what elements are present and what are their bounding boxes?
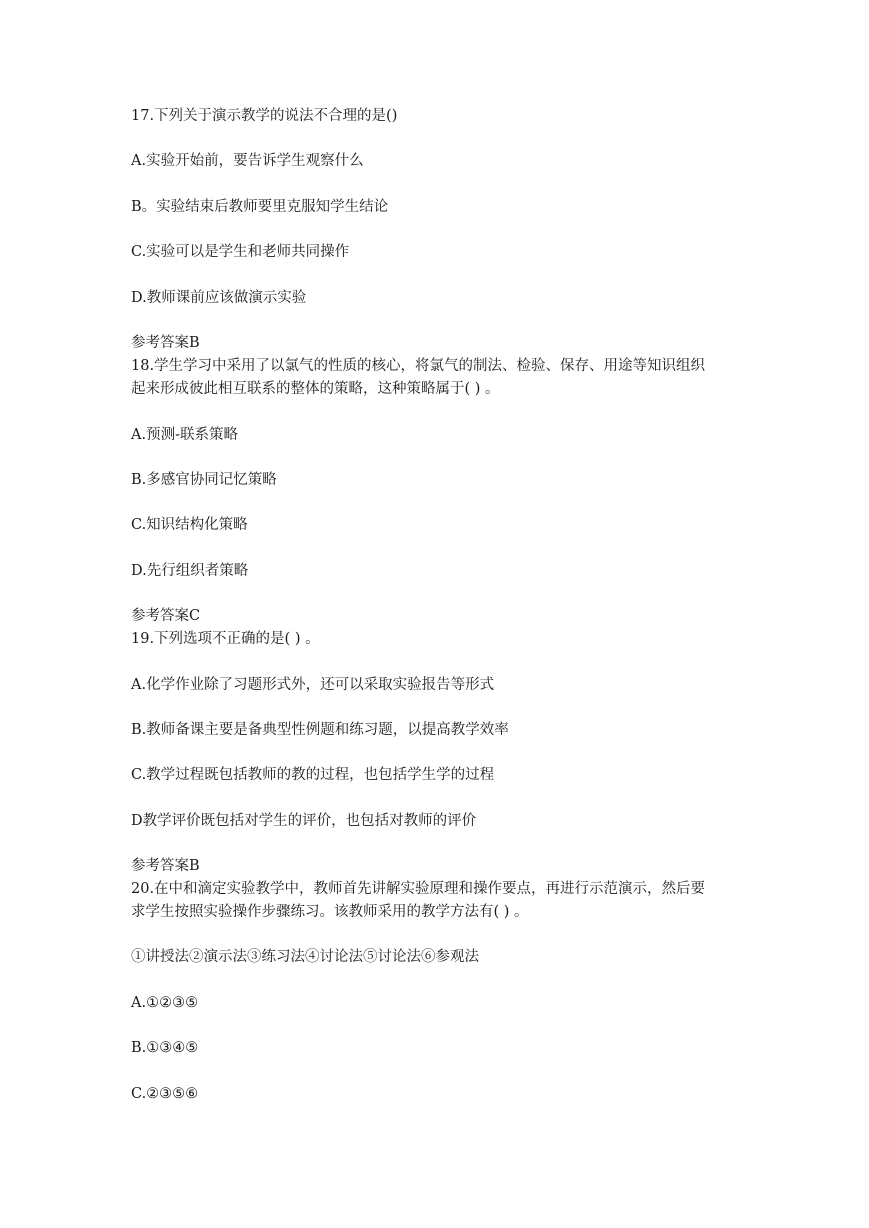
q20-option-c: C.②③⑤⑥ bbox=[131, 1086, 199, 1102]
q17-option-c: C.实验可以是学生和老师共同操作 bbox=[131, 244, 350, 260]
q18-question-line-1: 18.学生学习中采用了以氯气的性质的核心，将氯气的制法、检验、保存、用途等知识组织 bbox=[131, 358, 706, 374]
q18-option-a: A.预测-联系策略 bbox=[131, 427, 238, 443]
q17-answer: 参考答案B bbox=[131, 335, 200, 351]
q19-option-c: C.教学过程既包括教师的教的过程，也包括学生学的过程 bbox=[131, 767, 495, 783]
q17-option-b: B。实验结束后教师要里克服知学生结论 bbox=[131, 199, 389, 215]
q19-option-b: B.教师备课主要是备典型性例题和练习题，以提高教学效率 bbox=[131, 722, 509, 738]
q18-question-line-2: 起来形成彼此相互联系的整体的策略，这种策略属于( ) 。 bbox=[131, 381, 500, 397]
q20-question-line-2: 求学生按照实验操作步骤练习。该教师采用的教学方法有( ) 。 bbox=[131, 904, 529, 920]
q19-answer: 参考答案B bbox=[131, 858, 200, 874]
q20-question-line-1: 20.在中和滴定实验教学中，教师首先讲解实验原理和操作要点，再进行示范演示，然后要 bbox=[131, 881, 706, 897]
q20-option-b: B.①③④⑤ bbox=[131, 1040, 199, 1056]
q17-option-d: D.教师课前应该做演示实验 bbox=[131, 290, 307, 306]
q18-answer: 参考答案C bbox=[131, 608, 201, 624]
q19-question: 19.下列选项不正确的是( ) 。 bbox=[131, 631, 320, 647]
q19-option-d: D教学评价既包括对学生的评价，也包括对教师的评价 bbox=[131, 813, 477, 829]
q19-option-a: A.化学作业除了习题形式外，还可以采取实验报告等形式 bbox=[131, 677, 495, 693]
q20-option-a: A.①②③⑤ bbox=[131, 995, 199, 1011]
q18-option-b: B.多感官协同记忆策略 bbox=[131, 472, 277, 488]
q17-question: 17.下列关于演示教学的说法不合理的是() bbox=[131, 108, 398, 124]
q20-methods: ①讲授法②演示法③练习法④讨论法⑤讨论法⑥参观法 bbox=[131, 949, 479, 965]
q17-option-a: A.实验开始前，要告诉学生观察什么 bbox=[131, 153, 364, 169]
q18-option-c: C.知识结构化策略 bbox=[131, 517, 248, 533]
q18-option-d: D.先行组织者策略 bbox=[131, 563, 249, 579]
